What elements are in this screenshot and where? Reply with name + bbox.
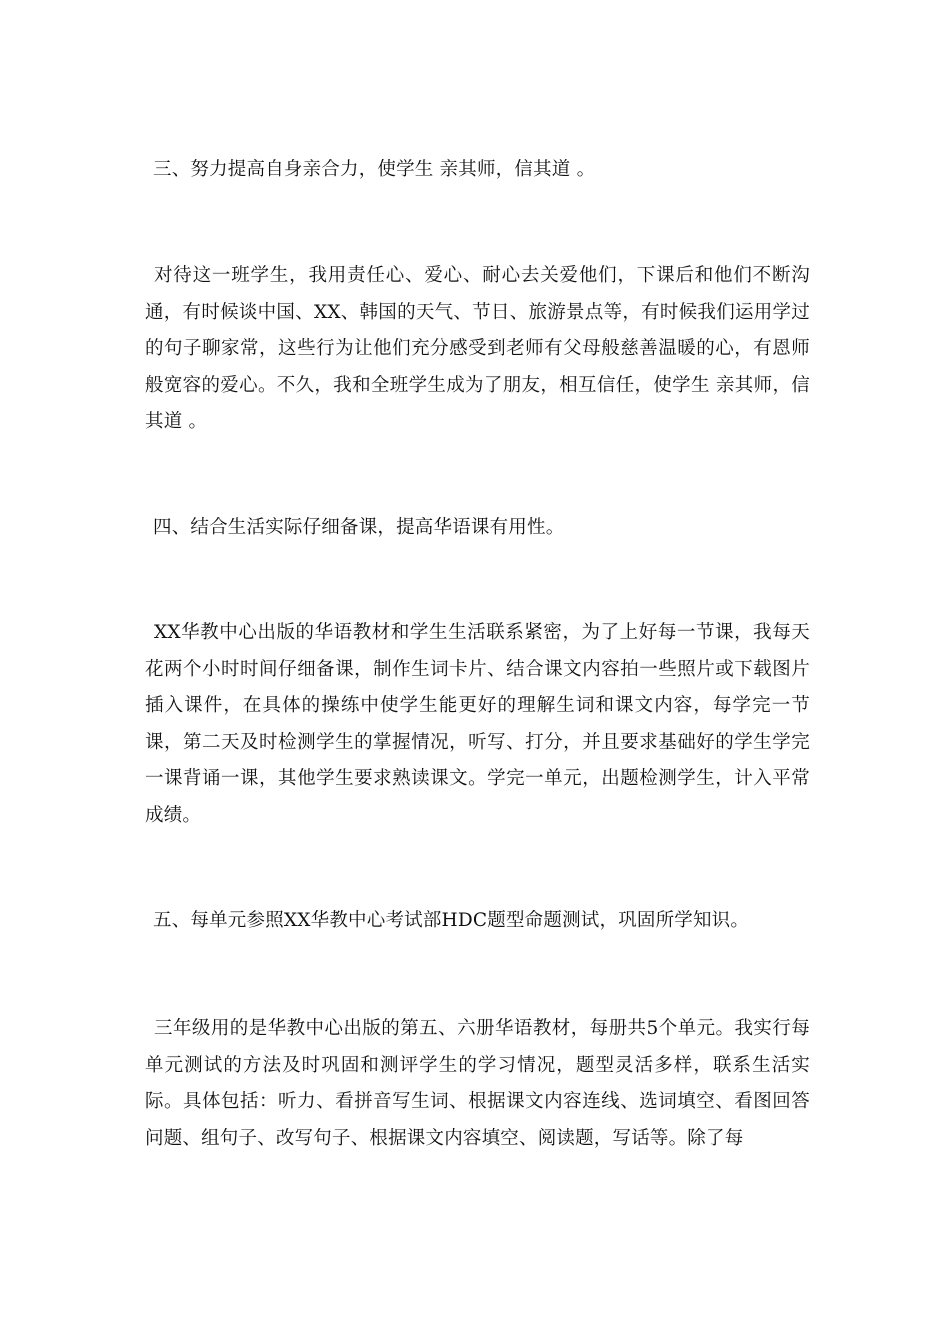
section-paragraph-5: 三年级用的是华教中心出版的第五、六册华语教材，每册共5个单元。我实行每单元测试的方法及时巩固和测评学生的学习情况，题型灵活多样，联系生活实际。具体包括：听力、看拼音写生词、根据课文内容连线、选词填空、看图回答问题、组句子、改写句子、根据课文内容填空、阅读题，写话等。除了每	[145, 1018, 810, 1149]
section-heading-4: 四、结合生活实际仔细备课，提高华语课有用性。	[153, 517, 565, 538]
section-heading-3: 三、努力提高自身亲合力，使学生 亲其师，信其道 。	[153, 159, 596, 180]
section-heading-5: 五、每单元参照XX华教中心考试部HDC题型命题测试，巩固所学知识。	[153, 910, 750, 931]
section-paragraph-4: XX华教中心出版的华语教材和学生生活联系紧密，为了上好每一节课，我每天花两个小时时间仔细备课，制作生词卡片、结合课文内容拍一些照片或下载图片插入课件，在具体的操练中使学生能更好的理解生词和课文内容，每学完一节课，第二天及时检测学生的掌握情况，听写、打分，并且要求基础好的学生学完一课背诵一课，其他学生要求熟读课文。学完一单元，出题检测学生，计入平常成绩。	[145, 622, 810, 826]
section-paragraph-3: 对待这一班学生，我用责任心、爱心、耐心去关爱他们，下课后和他们不断沟通，有时候谈中国、XX、韩国的天气、节日、旅游景点等，有时候我们运用学过的句子聊家常，这些行为让他们充分感受到老师有父母般慈善温暖的心，有恩师般宽容的爱心。不久，我和全班学生成为了朋友，相互信任，使学生 亲其师，信其道 。	[145, 265, 810, 432]
